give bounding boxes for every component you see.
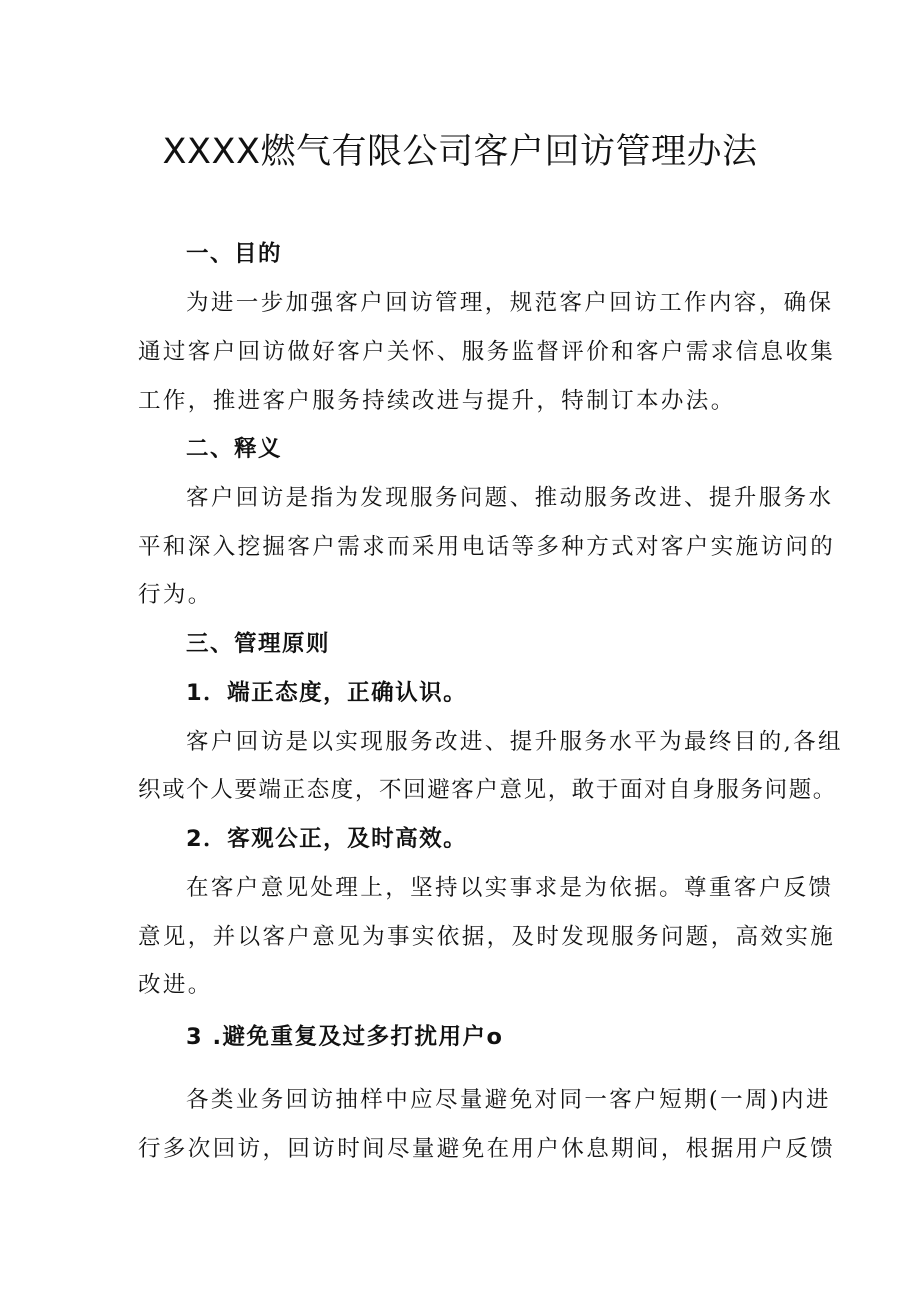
section-heading-definition: 二、释义 [186,436,283,462]
paragraph-line: 织或个人要端正态度，不回避客户意见，敢于面对自身服务问题。 [138,777,837,803]
paragraph-line: 平和深入挖掘客户需求而采用电话等多种方式对客户实施访问的 [138,534,836,560]
paragraph-line: 客户回访是以实现服务改进、提升服务水平为最终目的,各组 [186,729,843,755]
subsection-heading: 3 .避免重复及过多打扰用户o [186,1024,504,1050]
subsection-heading: 1．端正态度，正确认识。 [186,680,468,706]
subsection-heading: 2．客观公正，及时高效。 [186,826,468,852]
paragraph-line: 各类业务回访抽样中应尽量避免对同一客户短期(一周)内进 [186,1087,831,1113]
section-heading-principles: 三、管理原则 [186,631,331,657]
paragraph-line: 行多次回访，回访时间尽量避免在用户休息期间，根据用户反馈 [138,1136,836,1162]
paragraph-line: 客户回访是指为发现服务问题、推动服务改进、提升服务水 [186,485,834,511]
paragraph-line: 意见，并以客户意见为事实依据，及时发现服务问题，高效实施 [138,924,836,950]
paragraph-line: 行为。 [138,582,213,608]
section-heading-purpose: 一、目的 [186,241,283,267]
paragraph-line: 为进一步加强客户回访管理，规范客户回访工作内容，确保 [186,290,834,316]
document-title: XXXX燃气有限公司客户回访管理办法 [162,132,758,172]
paragraph-line: 工作，推进客户服务持续改进与提升，特制订本办法。 [138,388,736,414]
paragraph-line: 改进。 [138,972,213,998]
paragraph-line: 通过客户回访做好客户关怀、服务监督评价和客户需求信息收集 [138,339,836,365]
paragraph-line: 在客户意见处理上，坚持以实事求是为依据。尊重客户反馈 [186,875,834,901]
